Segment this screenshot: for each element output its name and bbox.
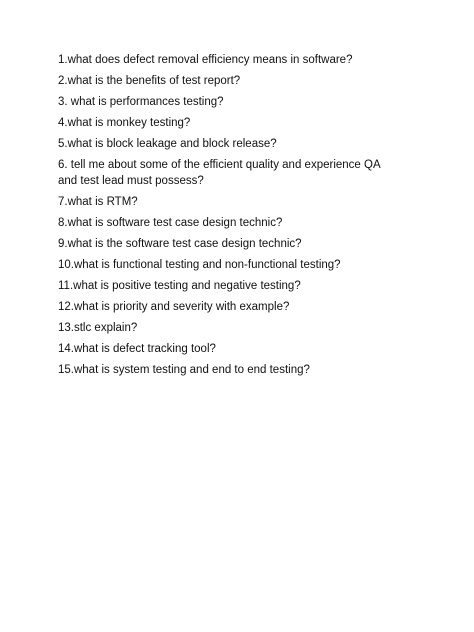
question-item: 14.what is defect tracking tool? [58, 343, 216, 355]
question-item: 2.what is the benefits of test report? [58, 75, 241, 87]
question-list [58, 52, 458, 383]
question-item: 7.what is RTM? [58, 196, 138, 208]
question-item: 4.what is monkey testing? [58, 117, 191, 129]
question-item: 1.what does defect removal efficiency means in software? [58, 54, 353, 66]
question-item: 10.what is functional testing and non-functional testing? [58, 259, 341, 271]
question-item: 8.what is software test case design technic? [58, 217, 283, 229]
question-item: 6. tell me about some of the efficient quality and experience QA and test lead must possess? [58, 159, 380, 187]
question-item: 12.what is priority and severity with example? [58, 301, 290, 313]
question-item: 5.what is block leakage and block release? [58, 138, 277, 150]
question-item: 15.what is system testing and end to end testing? [58, 364, 310, 376]
question-item: 3. what is performances testing? [58, 96, 224, 108]
question-item: 13.stlc explain? [58, 322, 138, 334]
question-item: 9.what is the software test case design technic? [58, 238, 302, 250]
question-item: 11.what is positive testing and negative testing? [58, 280, 301, 292]
